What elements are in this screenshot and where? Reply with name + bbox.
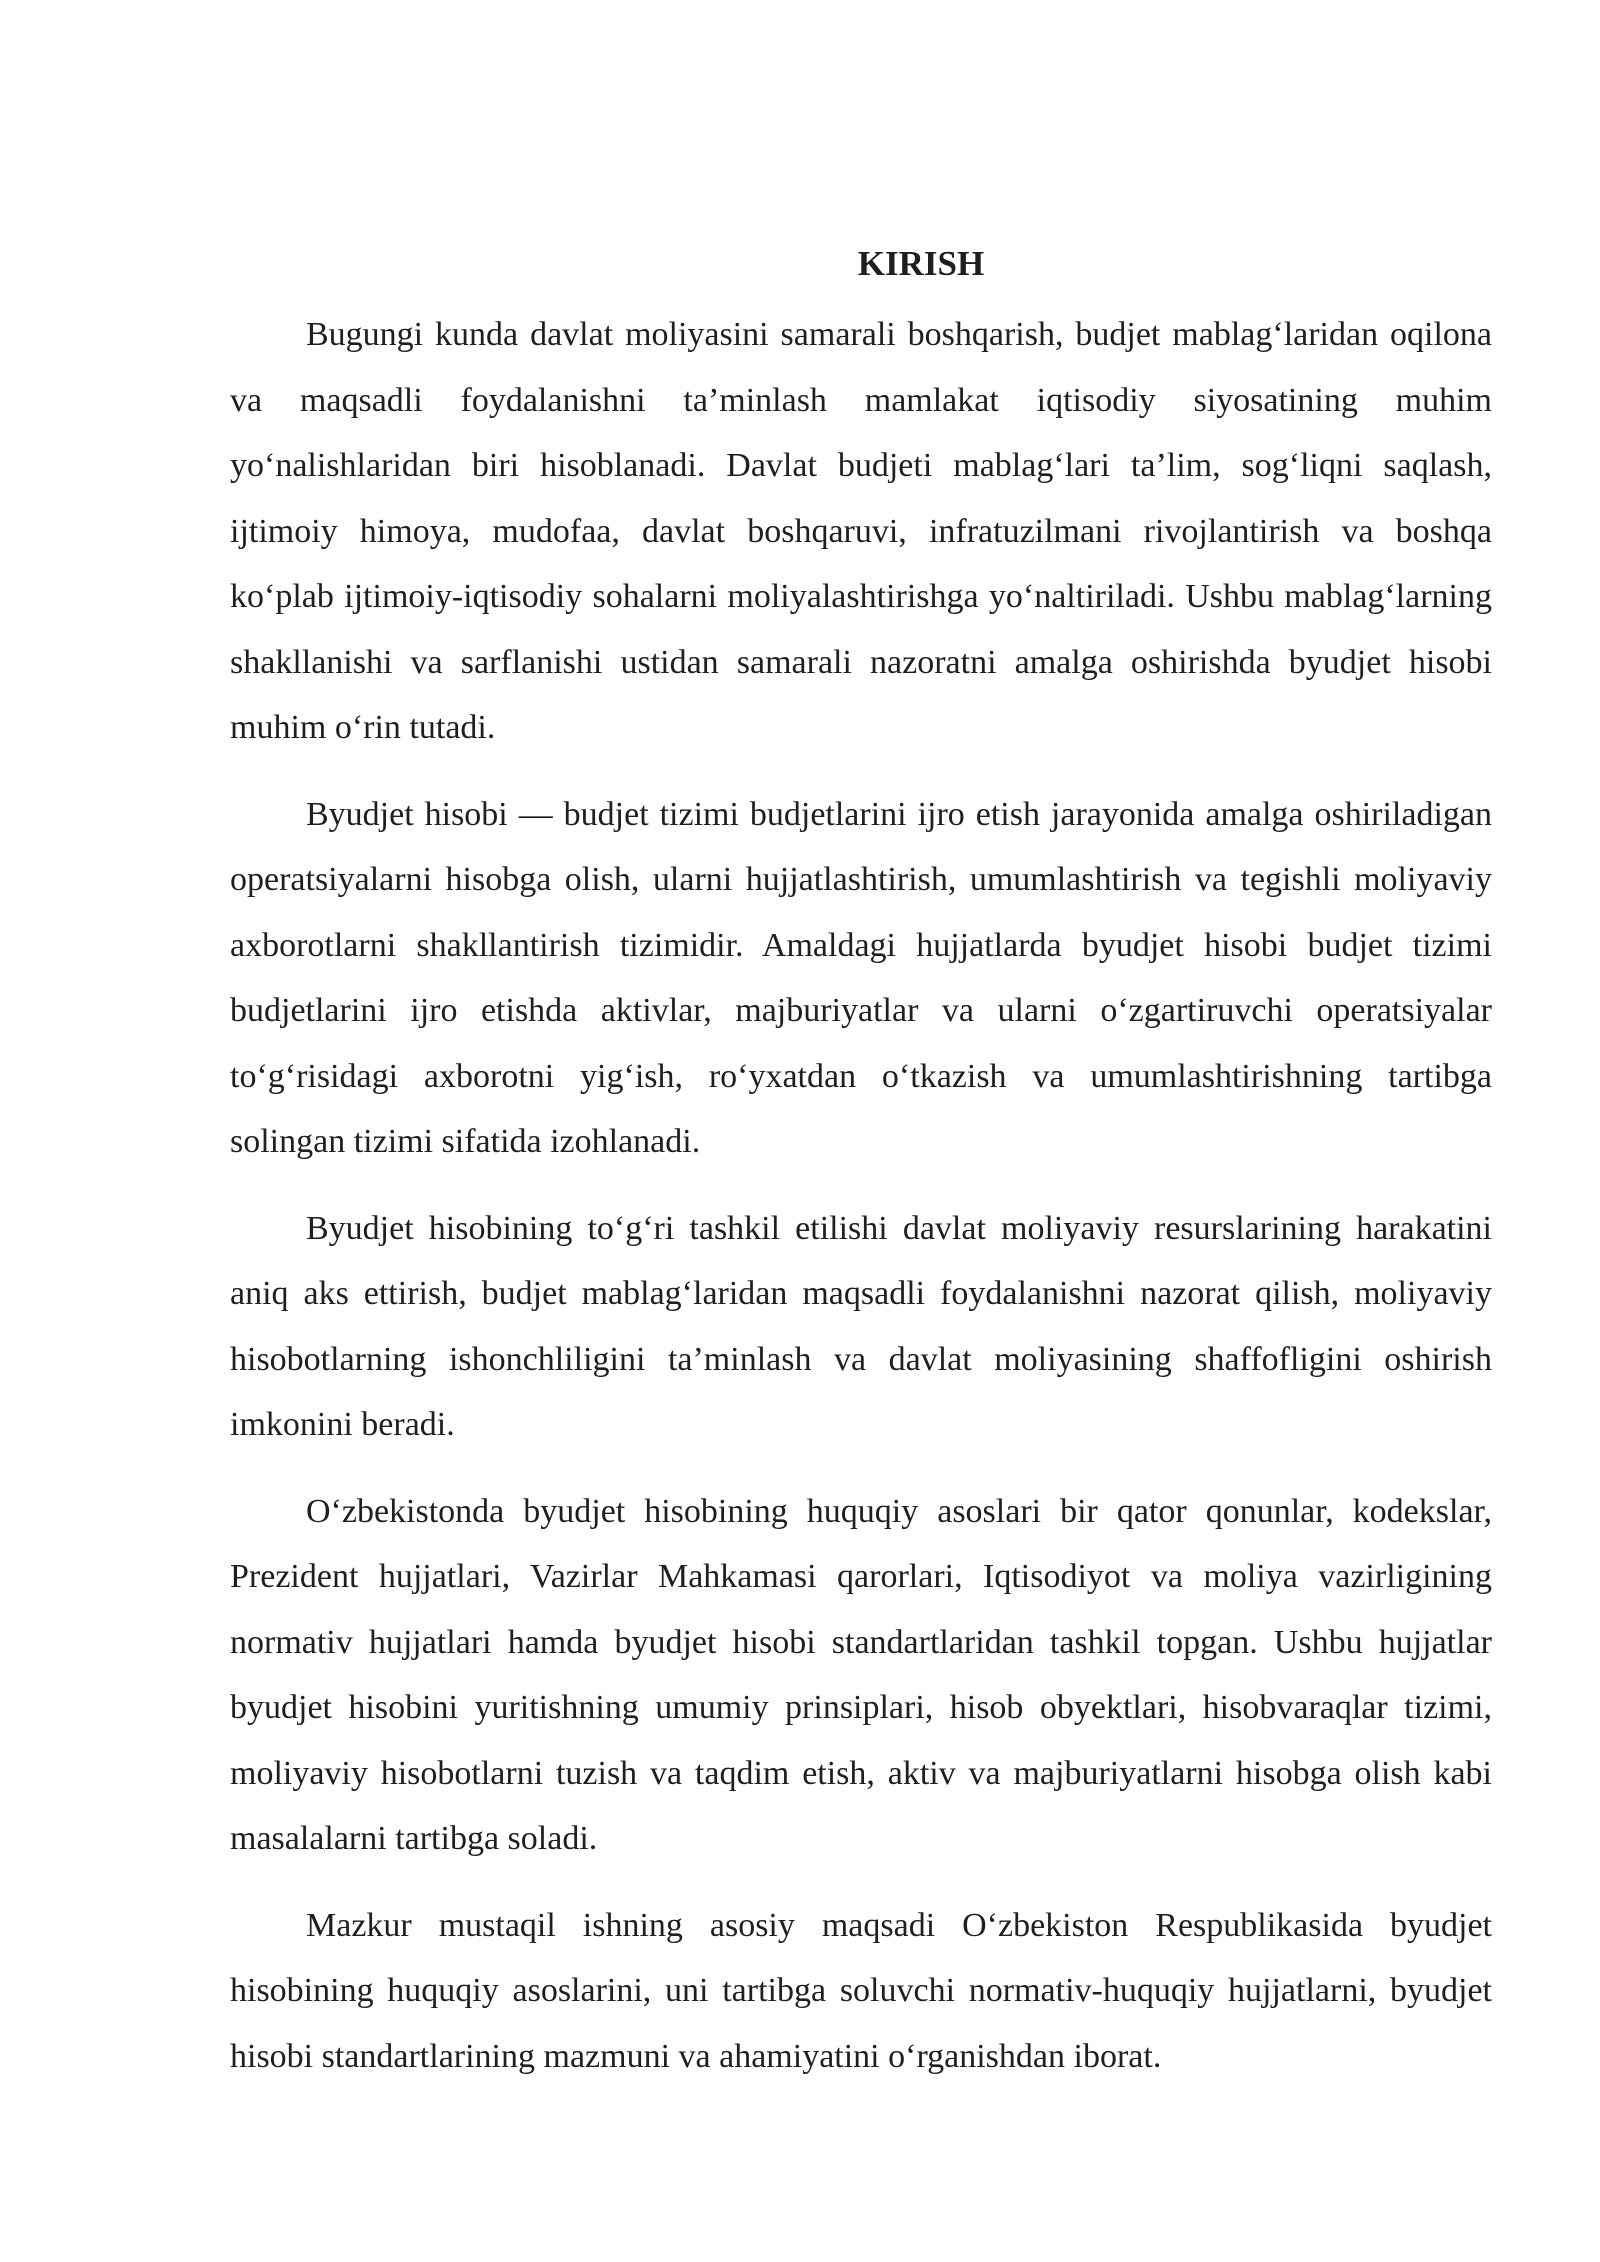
paragraph-1: Bugungi kunda davlat moliyasini samarali boshqarish, budjet mablag‘laridan oqilona va maqsadli foydalanishni ta’minlash mamlakat iqtisodiy siyosatining muhim yo‘nalishlaridan biri hisoblanadi. Davlat budjeti mablag‘lari ta’lim, sog‘liqni saqlash, ijtimoiy himoya, mudofaa, davlat boshqaruvi, infratuzilmani rivojlantirish va boshqa ko‘plab ijtimoiy-iqtisodiy sohalarni moliyalashtirishga yo‘naltiriladi. Ushbu mablag‘larning shakllanishi va sarflanishi ustidan samarali nazoratni amalga oshirishda byudjet hisobi muhim o‘rin tutadi.	[230, 316, 1492, 746]
page-title: KIRISH	[857, 244, 985, 283]
paragraph-4: O‘zbekistonda byudjet hisobining huquqiy asoslari bir qator qonunlar, kodekslar, Prezident hujjatlari, Vazirlar Mahkamasi qarorlari, Iqtisodiyot va moliya vazirligining normativ hujjatlari hamda byudjet hisobi standartlaridan tashkil topgan. Ushbu hujjatlar byudjet hisobini yuritishning umumiy prinsiplari, hisob obyektlari, hisobvaraqlar tizimi, moliyaviy hisobotlarni tuzish va taqdim etish, aktiv va majburiyatlarni hisobga olish kabi masalalarni tartibga soladi.	[230, 1492, 1492, 1857]
paragraph-2: Byudjet hisobi — budjet tizimi budjetlarini ijro etish jarayonida amalga oshiriladigan operatsiyalarni hisobga olish, ularni hujjatlashtirish, umumlashtirish va tegishli moliyaviy axborotlarni shakllantirish tizimidir. Amaldagi hujjatlarda byudjet hisobi budjet tizimi budjetlarini ijro etishda aktivlar, majburiyatlar va ularni o‘zgartiruvchi operatsiyalar to‘g‘risidagi axborotni yig‘ish, ro‘yxatdan o‘tkazish va umumlashtirishning tartibga solingan tizimi sifatida izohlanadi.	[230, 795, 1492, 1160]
paragraph-3: Byudjet hisobining to‘g‘ri tashkil etilishi davlat moliyaviy resurslarining harakatini aniq aks ettirish, budjet mablag‘laridan maqsadli foydalanishni nazorat qilish, moliyaviy hisobotlarning ishonchliligini ta’minlash va davlat moliyasining shaffofligini oshirish imkonini beradi.	[230, 1209, 1492, 1443]
paragraph-5: Mazkur mustaqil ishning asosiy maqsadi O‘zbekiston Respublikasida byudjet hisobining huquqiy asoslarini, uni tartibga soluvchi normativ-huquqiy hujjatlarni, byudjet hisobi standartlarining mazmuni va ahamiyatini o‘rganishdan iborat.	[230, 1906, 1492, 2075]
